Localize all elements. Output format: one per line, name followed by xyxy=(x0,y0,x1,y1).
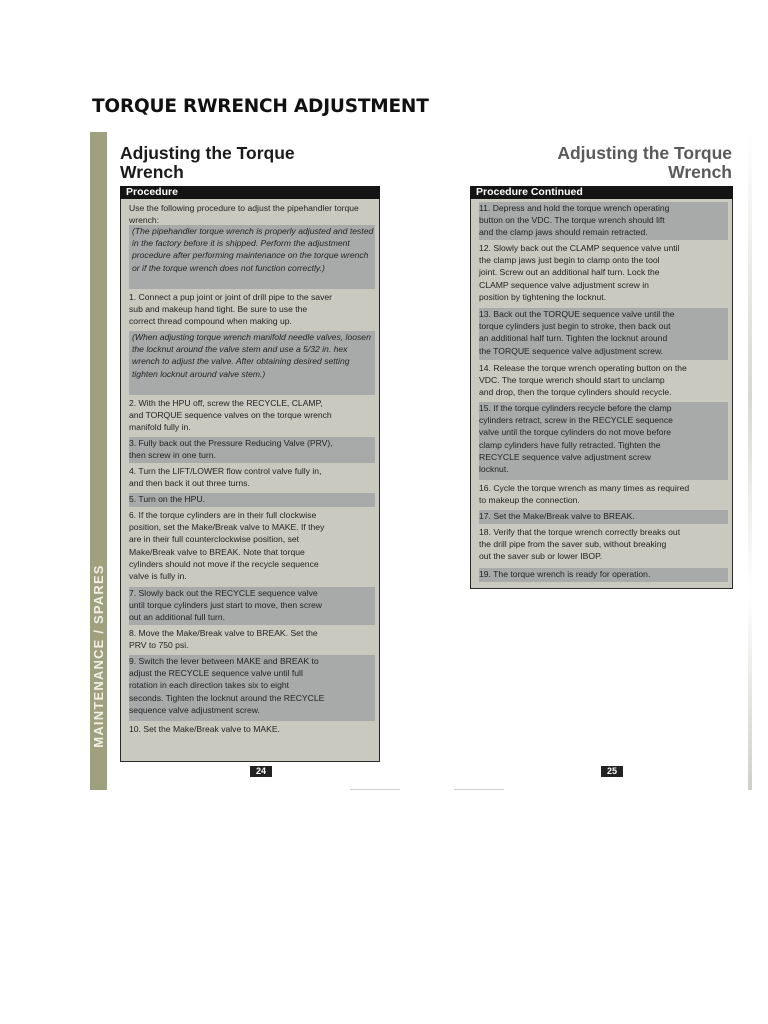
left-procedure-step: 6. If the torque cylinders are in their full clockwise position, set the Make/Break valve to MAKE. If they are in their full counterclockwise position, set Make/Break valve to BREAK. Note that torque cylinders should not move if the recycle sequence valve is fully in. xyxy=(129,510,325,582)
right-procedure-step: 11. Depress and hold the torque wrench operating button on the VDC. The torque wrench should lift and the clamp jaws should remain retracted. xyxy=(479,202,728,240)
left-procedure-step: 3. Fully back out the Pressure Reducing Valve (PRV), then screw in one turn. xyxy=(129,437,375,463)
right-procedure-step: 13. Back out the TORQUE sequence valve until the torque cylinders just begin to stroke, then back out an additional half turn. Tighten the locknut around the TORQUE sequence valve adjustment screw. xyxy=(479,308,728,360)
gutter-line-right xyxy=(454,789,504,790)
right-procedure-step: 18. Verify that the torque wrench correctly breaks out the drill pipe from the saver sub, without breaking out the saver sub or lower IBOP. xyxy=(479,527,681,562)
left-page-title: Adjusting the Torque Wrench xyxy=(120,143,295,182)
procedure-continued-panel-body xyxy=(471,199,732,588)
right-procedure-step: 17. Set the Make/Break valve to BREAK. xyxy=(479,510,728,524)
procedure-panel xyxy=(120,186,380,762)
right-page-number: 25 xyxy=(601,766,623,777)
page-edge-shadow xyxy=(748,132,752,790)
left-procedure-step: (When adjusting torque wrench manifold needle valves, loosen the locknut around the valve stem and use a 5/32 in. hex wrench to adjust the valve. After obtaining desired setting tighten locknut around valve stem.) xyxy=(129,331,375,395)
left-procedure-step: Use the following procedure to adjust the pipehandler torque wrench: xyxy=(129,203,359,226)
left-procedure-step: (The pipehandler torque wrench is properly adjusted and tested in the factory before it is shipped. Perform the adjustment procedure after performing maintenance on the torque wrench or if the torque wrench does not function correctly.) xyxy=(129,225,375,289)
document-heading: TORQUE RWRENCH ADJUSTMENT xyxy=(92,96,429,117)
right-procedure-step: 15. If the torque cylinders recycle before the clamp cylinders retract, screw in the RECYCLE sequence valve until the torque cylinders do not move before clamp cylinders have fully retracted. Tighten the RECYCLE sequence valve adjustment screw locknut. xyxy=(479,402,728,480)
scanned-manual-pages xyxy=(90,132,752,790)
right-page-title: Adjusting the Torque Wrench xyxy=(557,143,732,182)
left-procedure-step: 5. Turn on the HPU. xyxy=(129,493,375,507)
left-procedure-step: 10. Set the Make/Break valve to MAKE. xyxy=(129,724,280,734)
left-procedure-step: 8. Move the Make/Break valve to BREAK. Set the PRV to 750 psi. xyxy=(129,628,318,651)
gutter-line-left xyxy=(350,789,400,790)
right-procedure-step: 14. Release the torque wrench operating button on the VDC. The torque wrench should start to unclamp and drop, then the torque cylinders should recycle. xyxy=(479,363,687,398)
left-page-number: 24 xyxy=(250,766,272,777)
section-side-tab xyxy=(90,132,107,790)
right-procedure-step: 19. The torque wrench is ready for operation. xyxy=(479,568,728,582)
procedure-panel-header: Procedure xyxy=(120,186,380,199)
left-procedure-step: 1. Connect a pup joint or joint of drill pipe to the saver sub and makeup hand tight. Be sure to use the correct thread compound when making up. xyxy=(129,292,333,327)
left-procedure-step: 4. Turn the LIFT/LOWER flow control valve fully in, and then back it out three turns. xyxy=(129,466,322,489)
right-procedure-step: 16. Cycle the torque wrench as many times as required to makeup the connection. xyxy=(479,483,690,506)
left-procedure-step: 7. Slowly back out the RECYCLE sequence valve until torque cylinders just start to move, then screw out an additional full turn. xyxy=(129,587,375,625)
right-procedure-step: 12. Slowly back out the CLAMP sequence valve until the clamp jaws just begin to clamp onto the tool joint. Screw out an additional half turn. Lock the CLAMP sequence valve adjustment screw in position by tightening the locknut. xyxy=(479,243,680,302)
procedure-continued-panel-header: Procedure Continued xyxy=(470,186,733,199)
section-side-tab-label: MAINTENANCE / SPARES xyxy=(91,564,106,748)
procedure-panel-body xyxy=(121,199,379,761)
left-procedure-step: 2. With the HPU off, screw the RECYCLE, CLAMP, and TORQUE sequence valves on the torque wrench manifold fully in. xyxy=(129,398,332,433)
procedure-continued-panel xyxy=(470,186,733,589)
left-procedure-step: 9. Switch the lever between MAKE and BREAK to adjust the RECYCLE sequence valve until full rotation in each direction takes six to eight seconds. Tighten the locknut around the RECYCLE sequence valve adjustment screw. xyxy=(129,655,375,721)
